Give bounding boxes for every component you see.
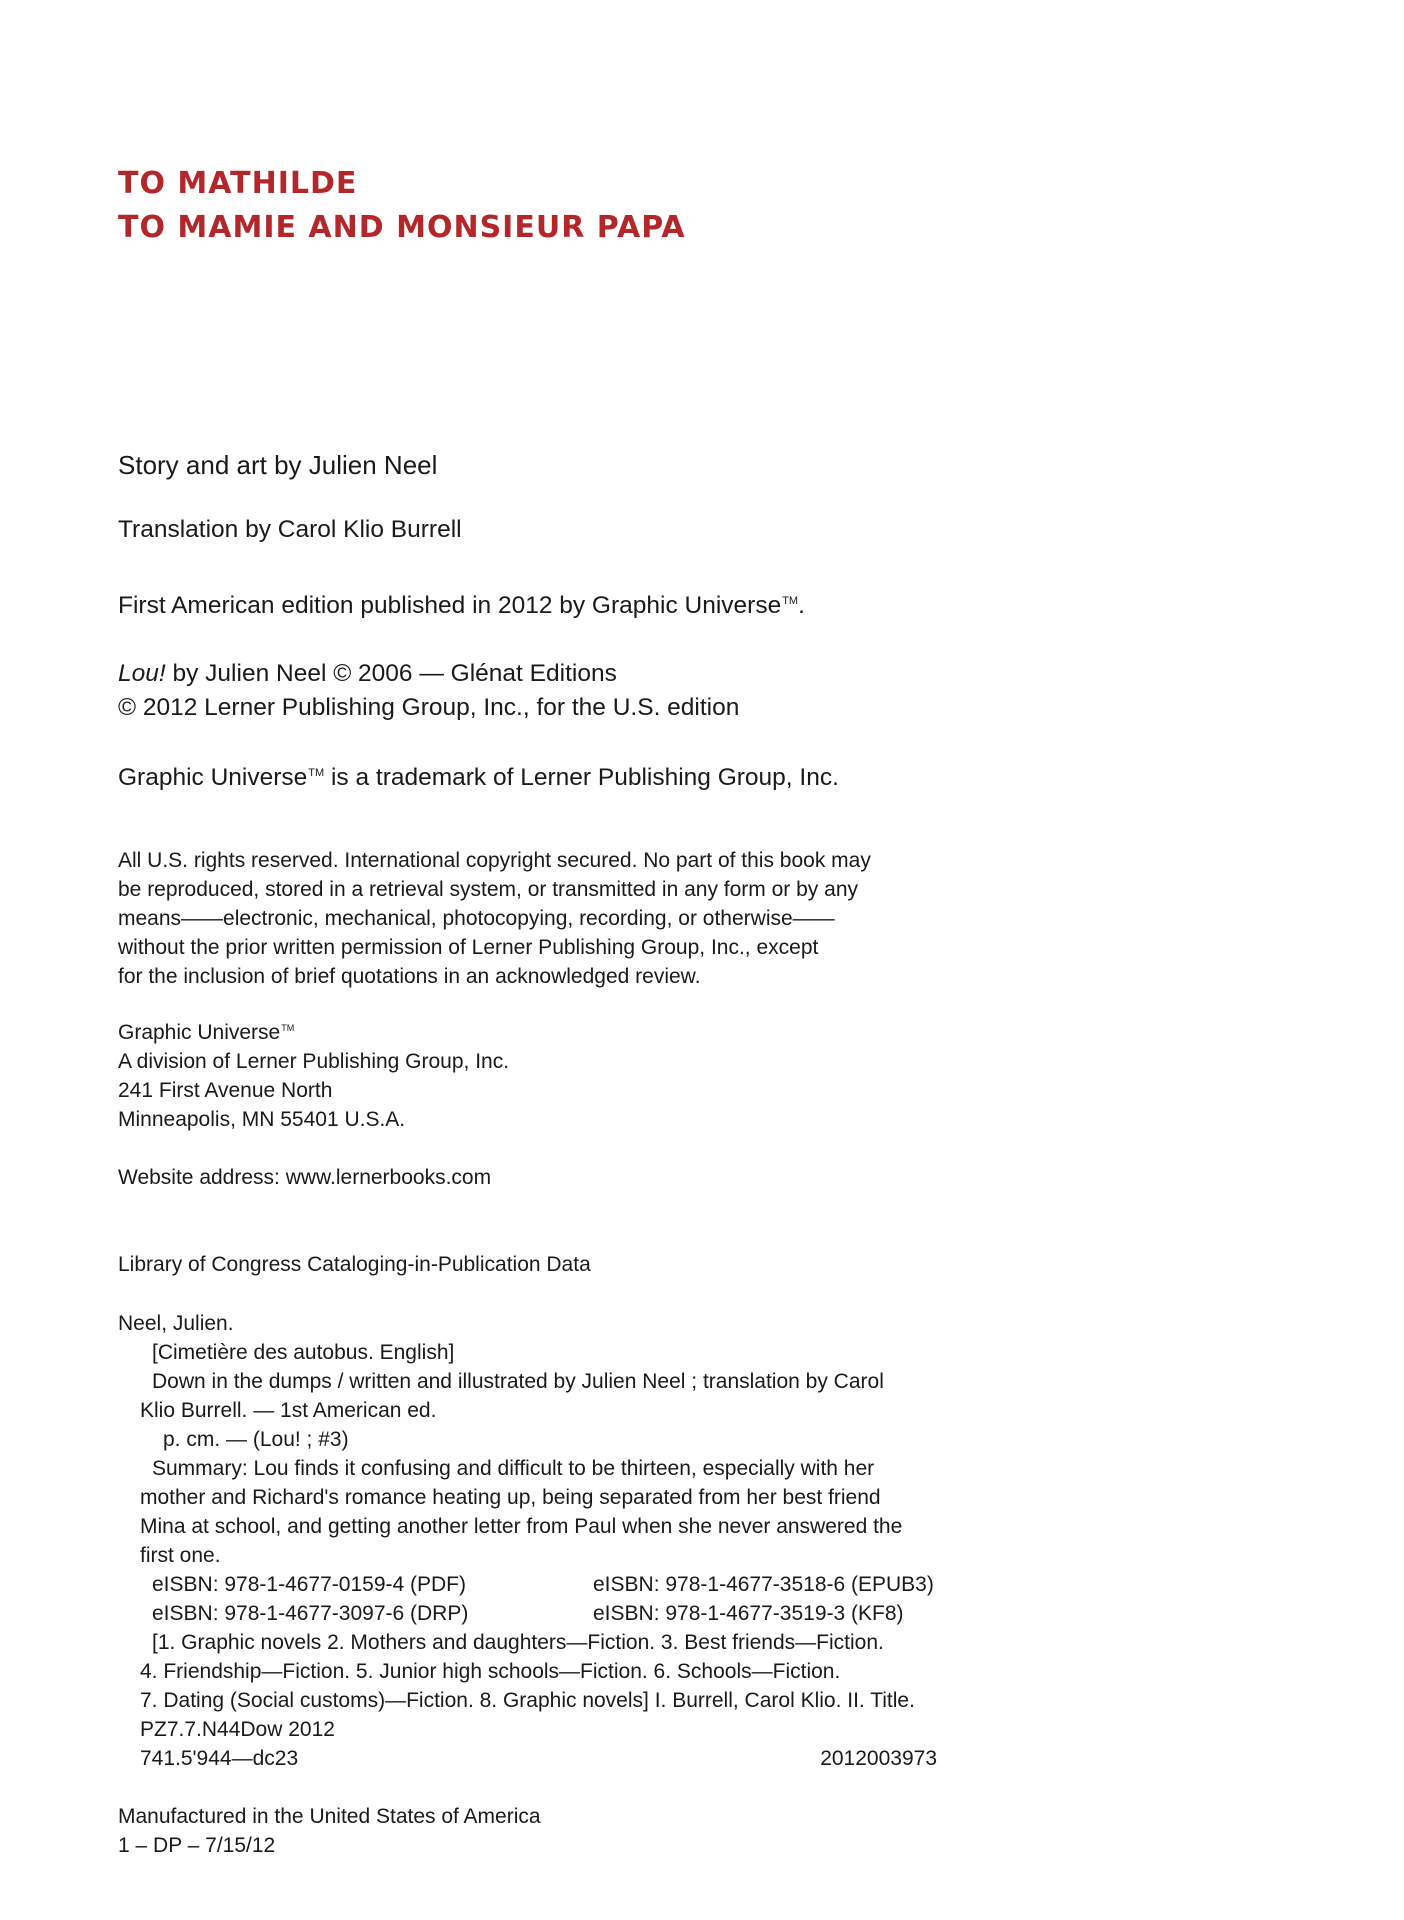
dedication-line-1: TO MATHILDE [118, 166, 358, 201]
trademark-symbol: TM [782, 595, 799, 607]
cip-lccn: 2012003973 [820, 1747, 937, 1770]
trademark-symbol: TM [308, 767, 325, 779]
cip-subjects-line: 4. Friendship—Fiction. 5. Junior high schools—Fiction. 6. Schools—Fiction. [140, 1660, 841, 1683]
publisher-name [118, 1021, 294, 1045]
manufacture-country: Manufactured in the United States of America [118, 1805, 541, 1828]
dedication-line-2: TO MAMIE AND MONSIEUR PAPA [118, 210, 686, 245]
cip-dewey: 741.5'944—dc23 [140, 1747, 299, 1770]
isbn-pdf: eISBN: 978-1-4677-0159-4 (PDF) [152, 1573, 466, 1596]
trademark-statement [118, 764, 839, 792]
trademark-symbol: TM [281, 1023, 295, 1033]
cip-subjects-line: 7. Dating (Social customs)—Fiction. 8. Graphic novels] I. Burrell, Carol Klio. II. Title. [140, 1689, 915, 1712]
us-copyright: © 2012 Lerner Publishing Group, Inc., for the U.S. edition [118, 694, 740, 721]
cip-subjects-line: [1. Graphic novels 2. Mothers and daughters—Fiction. 3. Best friends—Fiction. [152, 1631, 884, 1654]
rights-line: means——electronic, mechanical, photocopying, recording, or otherwise—— [118, 907, 835, 930]
original-copyright-rest: by Julien Neel © 2006 — Glénat Editions [165, 660, 617, 687]
isbn-kf8: eISBN: 978-1-4677-3519-3 (KF8) [593, 1602, 904, 1625]
edition-statement [118, 592, 805, 620]
cip-summary-line: first one. [140, 1544, 221, 1567]
translation-credit: Translation by Carol Klio Burrell [118, 516, 462, 543]
cip-summary-line: Mina at school, and getting another letter from Paul when she never answered the [140, 1515, 903, 1538]
rights-line: All U.S. rights reserved. International copyright secured. No part of this book may [118, 849, 871, 872]
cip-heading: Library of Congress Cataloging-in-Publication Data [118, 1253, 591, 1276]
cip-uniform-title: [Cimetière des autobus. English] [152, 1341, 455, 1364]
cip-summary-line: mother and Richard's romance heating up, being separated from her best friend [140, 1486, 881, 1509]
rights-line: be reproduced, stored in a retrieval system, or transmitted in any form or by any [118, 878, 858, 901]
rights-line: for the inclusion of brief quotations in an acknowledged review. [118, 965, 701, 988]
edition-prefix: First American edition published in 2012 by Graphic Universe [118, 592, 782, 619]
isbn-drp: eISBN: 978-1-4677-3097-6 (DRP) [152, 1602, 469, 1625]
original-copyright [118, 660, 617, 688]
original-title: Lou! [118, 660, 166, 687]
publisher-website: Website address: www.lernerbooks.com [118, 1166, 492, 1189]
cip-title-line: Klio Burrell. — 1st American ed. [140, 1399, 437, 1422]
edition-suffix: . [798, 592, 805, 619]
trademark-suffix: is a trademark of Lerner Publishing Group, Inc. [324, 764, 839, 791]
trademark-prefix: Graphic Universe [118, 764, 308, 791]
rights-line: without the prior written permission of Lerner Publishing Group, Inc., except [118, 936, 819, 959]
printing-line: 1 – DP – 7/15/12 [118, 1834, 276, 1857]
story-credit: Story and art by Julien Neel [118, 450, 438, 480]
publisher-city: Minneapolis, MN 55401 U.S.A. [118, 1108, 406, 1131]
isbn-epub: eISBN: 978-1-4677-3518-6 (EPUB3) [593, 1573, 934, 1596]
cip-physical: p. cm. — (Lou! ; #3) [163, 1428, 349, 1451]
publisher-division: A division of Lerner Publishing Group, Inc. [118, 1050, 510, 1073]
cip-author: Neel, Julien. [118, 1312, 234, 1335]
cip-summary-line: Summary: Lou finds it confusing and difficult to be thirteen, especially with her [152, 1457, 875, 1480]
publisher-street: 241 First Avenue North [118, 1079, 333, 1102]
publisher-name-text: Graphic Universe [118, 1021, 281, 1044]
cip-title-line: Down in the dumps / written and illustrated by Julien Neel ; translation by Carol [152, 1370, 884, 1393]
cip-lc-class: PZ7.7.N44Dow 2012 [140, 1718, 335, 1741]
